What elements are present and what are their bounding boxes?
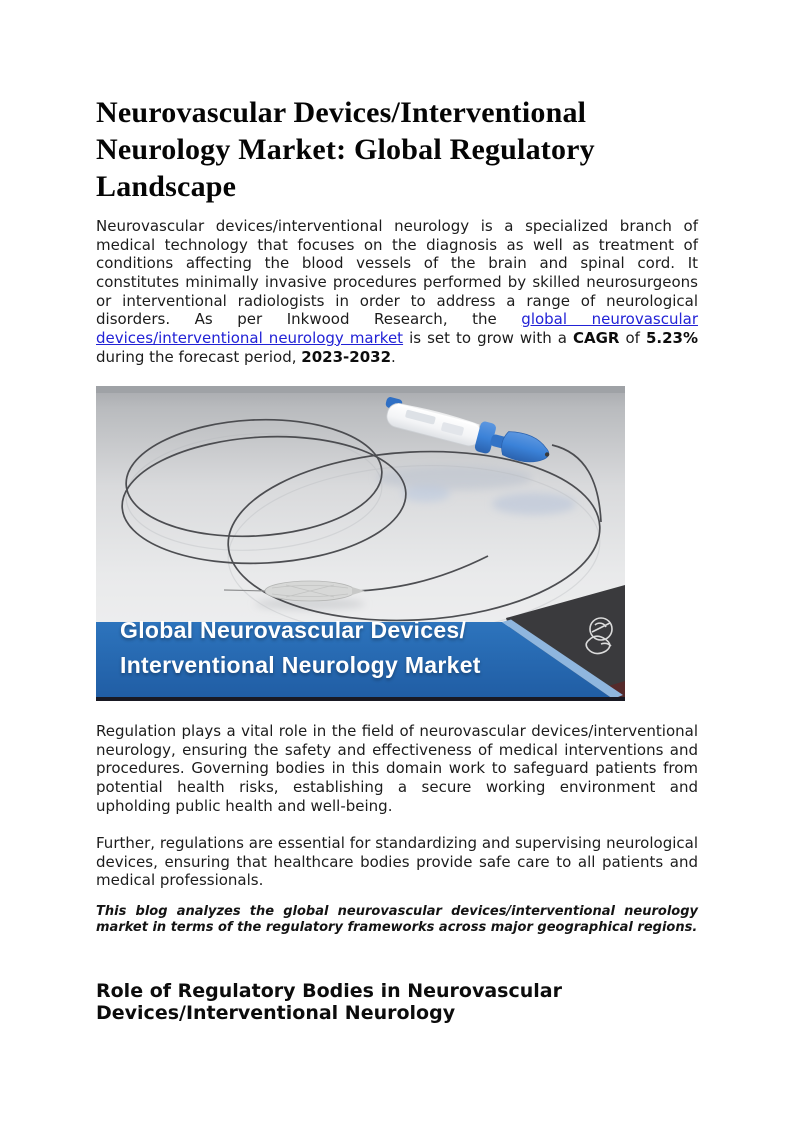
regulation-paragraph: Regulation plays a vital role in the field of neurovascular devices/interventional neurology, ensuring the safety and effectiveness of medical interventions and procedures. Governing bodies in this domain work to safeguard patients from potential health risks, establishing a secure working environment and upholding public health and well-being. (96, 722, 698, 815)
intro-text-period: during the forecast period, (96, 347, 302, 366)
banner-caption (120, 613, 590, 682)
intro-paragraph (96, 217, 698, 366)
article-title: Neurovascular Devices/Interventional Neurology Market: Global Regulatory Landscape (96, 96, 595, 203)
photo-top-strip (96, 386, 625, 393)
banner-line-1: Global Neurovascular Devices/ (120, 617, 467, 643)
market-report-link[interactable]: global neurovascular devices/interventional neurology market (96, 310, 699, 347)
further-paragraph: Further, regulations are essential for standardizing and supervising neurological devices, ensuring that healthcare bodies provide safe care to all patients and medical professionals. (96, 834, 698, 890)
banner-line-2: Interventional Neurology Market (120, 651, 481, 678)
emphasis-paragraph: This blog analyzes the global neurovascular devices/interventional neurology market in terms of the regulatory frameworks across major geographical regions. (96, 904, 698, 935)
banner-bottom-strip (96, 697, 625, 701)
intro-text-of: of (619, 328, 646, 347)
section-heading-role: Role of Regulatory Bodies in Neurovascular Devices/Interventional Neurology (96, 980, 562, 1024)
hero-image (96, 386, 625, 701)
intro-text-before-link: Neurovascular devices/interventional neurology is a specialized branch of medical technology that focuses on the diagnosis as well as treatment of conditions affecting the blood vessels of the brain and spinal cord. It constitutes minimally invasive procedures performed by skilled neurosurgeons or interventional radiologists in order to address a range of neurological disorders. As per Inkwood Research, the (96, 217, 698, 329)
forecast-years: 2023-2032 (301, 347, 392, 366)
intro-text-end: . (391, 347, 396, 366)
cagr-value: 5.23% (645, 328, 698, 347)
cagr-label: CAGR (572, 328, 620, 347)
intro-text-after-link: is set to grow with a (403, 328, 573, 347)
